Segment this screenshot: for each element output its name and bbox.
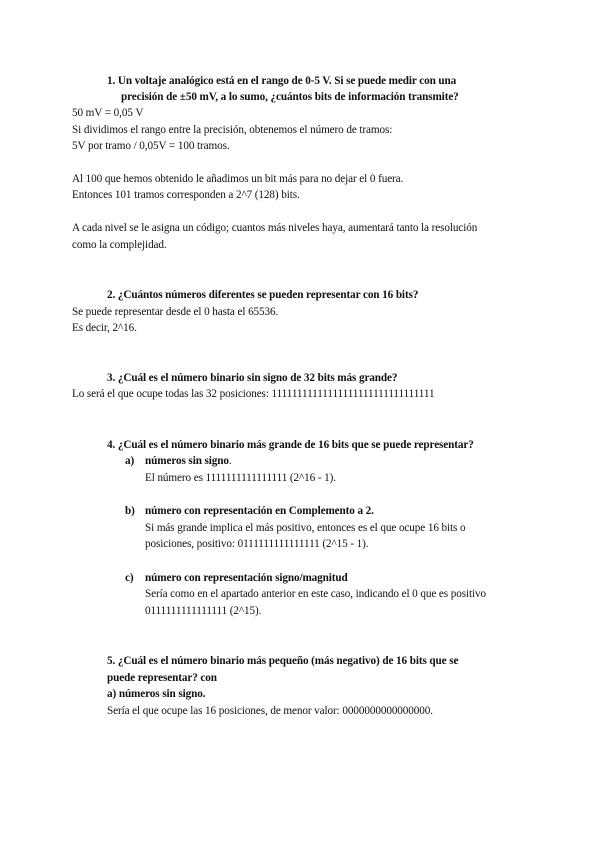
q4-a-body: El número es 1111111111111111 (2^16 - 1). — [145, 472, 336, 484]
q1-title-line2: precisión de ±50 mV, a lo sumo, ¿cuántos bits de información transmite? — [121, 91, 459, 103]
q4-c-label: c) — [125, 572, 134, 584]
q5-title-line1: 5. ¿Cuál es el número binario más pequeño (más negativo) de 16 bits que se — [107, 655, 459, 667]
q1-body-line: Entonces 101 tramos corresponden a 2^7 (128) bits. — [72, 189, 300, 201]
q4-b-body-line: Si más grande implica el más positivo, entonces es el que ocupe 16 bits o — [145, 522, 466, 534]
q2-body-line: Se puede representar desde el 0 hasta el 65536. — [72, 306, 279, 318]
q1-body-line: como la complejidad. — [72, 239, 167, 251]
q3-title: 3. ¿Cuál es el número binario sin signo de 32 bits más grande? — [107, 372, 398, 384]
q4-a-title: números sin signo. — [145, 455, 232, 467]
q4-b-label: b) — [125, 505, 135, 517]
q5-a-body: Sería el que ocupe las 16 posiciones, de menor valor: 0000000000000000. — [107, 705, 433, 717]
q3-body: Lo será el que ocupe todas las 32 posiciones: 11111111111111111111111111111111 — [72, 388, 435, 400]
q4-b-body-line: posiciones, positivo: 0111111111111111 (2^15 - 1). — [145, 538, 369, 550]
q1-body-line: 5V por tramo / 0,05V = 100 tramos. — [72, 140, 230, 152]
q5-title-line2: puede representar? con — [107, 672, 217, 684]
q1-body-line: 50 mV = 0,05 V — [72, 107, 144, 119]
q5-a-title: a) números sin signo. — [107, 688, 206, 700]
q4-c-body-line: 0111111111111111 (2^15). — [145, 605, 262, 617]
q4-b-title: número con representación en Complemento a 2. — [145, 505, 374, 517]
q4-a-label: a) — [125, 455, 135, 467]
q4-title: 4. ¿Cuál es el número binario más grande de 16 bits que se puede representar? — [107, 439, 474, 451]
q1-title-line1: 1. Un voltaje analógico está en el rango de 0-5 V. Si se puede medir con una — [107, 75, 457, 87]
q4-c-title: número con representación signo/magnitud — [145, 572, 348, 584]
q4-c-body-line: Sería como en el apartado anterior en este caso, indicando el 0 que es positivo — [145, 588, 486, 600]
q2-body-line: Es decir, 2^16. — [72, 322, 137, 334]
q1-body-line: Si dividimos el rango entre la precisión, obtenemos el número de tramos: — [72, 124, 393, 136]
q1-body-line: A cada nivel se le asigna un código; cuantos más niveles haya, aumentará tanto la resolución — [72, 222, 478, 234]
q1-body-line: Al 100 que hemos obtenido le añadimos un bit más para no dejar el 0 fuera. — [72, 173, 404, 185]
q2-title: 2. ¿Cuántos números diferentes se pueden representar con 16 bits? — [107, 289, 419, 301]
